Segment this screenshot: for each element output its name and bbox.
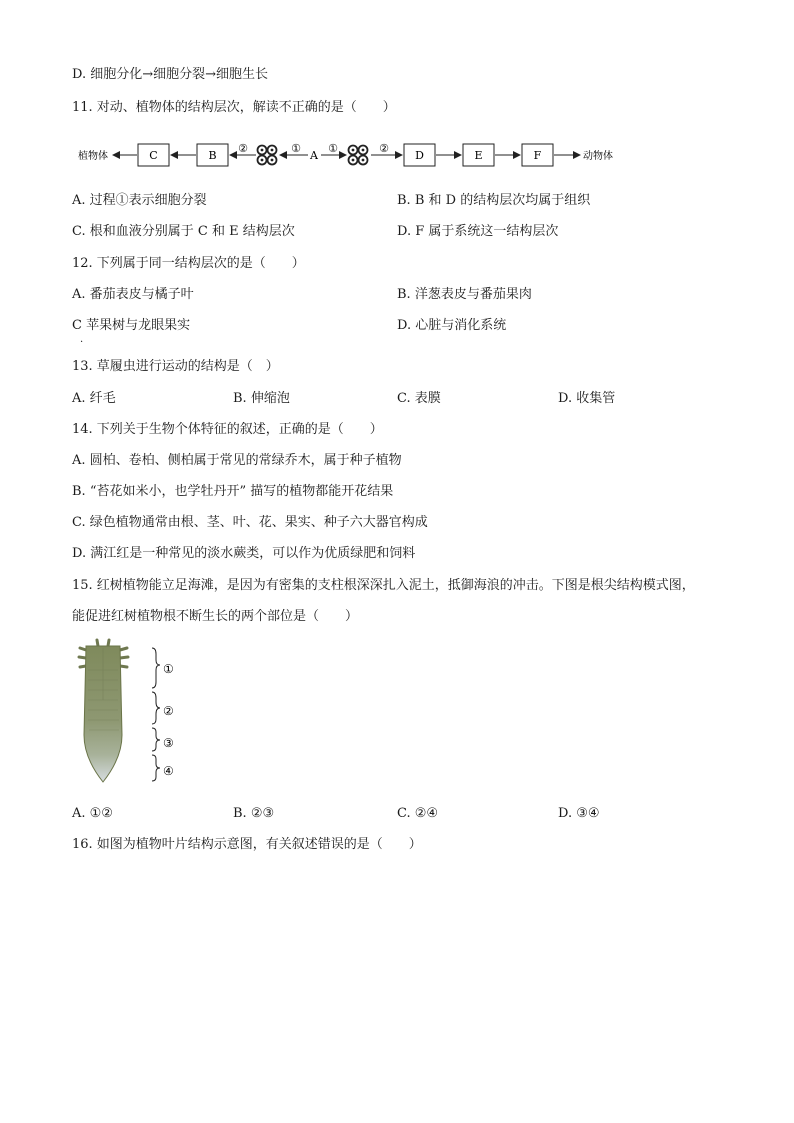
- zone-label-2: ②: [163, 704, 174, 718]
- q14-stem: 14. 下列关于生物个体特征的叙述，正确的是（ ）: [72, 422, 383, 437]
- q14-option-a: A. 圆柏、卷柏、侧柏属于常见的常绿乔木，属于种子植物: [72, 453, 402, 468]
- q13-option-a: A. 纤毛: [72, 391, 116, 406]
- q12-stem: 12. 下列属于同一结构层次的是（ ）: [72, 256, 305, 271]
- q10-option-d: D. 细胞分化→细胞分裂→细胞生长: [72, 67, 269, 82]
- brace-zone-3: [152, 728, 160, 751]
- root-tip-diagram: [72, 640, 202, 790]
- q11-option-d: D. F 属于系统这一结构层次: [397, 224, 559, 239]
- q13-option-d: D. 收集管: [558, 391, 616, 406]
- q11-option-b: B. B 和 D 的结构层次均属于组织: [397, 193, 591, 208]
- q13-option-c: C. 表膜: [397, 391, 441, 406]
- q13-stem: 13. 草履虫进行运动的结构是（ ）: [72, 359, 279, 374]
- q11-option-c: C. 根和血液分别属于 C 和 E 结构层次: [72, 224, 295, 239]
- q14-option-c: C. 绿色植物通常由根、茎、叶、花、果实、种子六大器官构成: [72, 515, 428, 530]
- brace-zone-2: [152, 692, 160, 724]
- q15-option-a: A. ①②: [72, 806, 113, 821]
- cell-cluster-left-icon: [258, 146, 277, 165]
- step2-right-label: ②: [379, 142, 389, 155]
- animal-body-label: 动物体: [583, 151, 613, 162]
- q15-option-b: B. ②③: [233, 806, 275, 821]
- cell-cluster-right-icon: [349, 146, 368, 165]
- brace-zone-4: [152, 755, 160, 781]
- cell-a-label: A: [310, 149, 318, 162]
- q11-stem: 11. 对动、植物体的结构层次，解读不正确的是（ ）: [72, 100, 396, 115]
- q16-stem: 16. 如图为植物叶片结构示意图，有关叙述错误的是（ ）: [72, 837, 422, 852]
- brace-zone-1: [152, 648, 160, 688]
- step2-left-label: ②: [238, 142, 248, 155]
- q12-option-b: B. 洋葱表皮与番茄果肉: [397, 287, 532, 302]
- stray-mark: .: [80, 334, 84, 345]
- q14-option-b: B. “苔花如米小，也学牡丹开” 描写的植物都能开花结果: [72, 484, 394, 499]
- zone-label-4: ④: [163, 764, 174, 778]
- q12-option-c: C 苹果树与龙眼果实: [72, 318, 191, 333]
- q13-option-b: B. 伸缩泡: [233, 391, 290, 406]
- step1-left-label: ①: [291, 142, 301, 155]
- box-f-label: F: [533, 149, 542, 162]
- box-c-label: C: [149, 149, 158, 162]
- zone-label-1: ①: [163, 662, 174, 676]
- q14-option-d: D. 满江红是一种常见的淡水蕨类，可以作为优质绿肥和饲料: [72, 546, 416, 561]
- q15-option-c: C. ②④: [397, 806, 439, 821]
- q15-option-d: D. ③④: [558, 806, 600, 821]
- step1-right-label: ①: [328, 142, 338, 155]
- q11-structure-diagram: [0, 128, 794, 188]
- box-d-label: D: [415, 149, 424, 162]
- q12-option-d: D. 心脏与消化系统: [397, 318, 507, 333]
- q11-option-a: A. 过程①表示细胞分裂: [72, 193, 207, 208]
- box-e-label: E: [474, 149, 483, 162]
- q15-stem-line1: 15. 红树植物能立足海滩，是因为有密集的支柱根深深扎入泥土，抵御海浪的冲击。下图是根尖结构模式图，: [72, 578, 695, 593]
- q12-option-a: A. 番茄表皮与橘子叶: [72, 287, 194, 302]
- box-b-label: B: [208, 149, 217, 162]
- plant-body-label: 植物体: [78, 151, 108, 162]
- zone-label-3: ③: [163, 736, 174, 750]
- q15-stem-line2: 能促进红树植物根不断生长的两个部位是（ ）: [72, 609, 359, 624]
